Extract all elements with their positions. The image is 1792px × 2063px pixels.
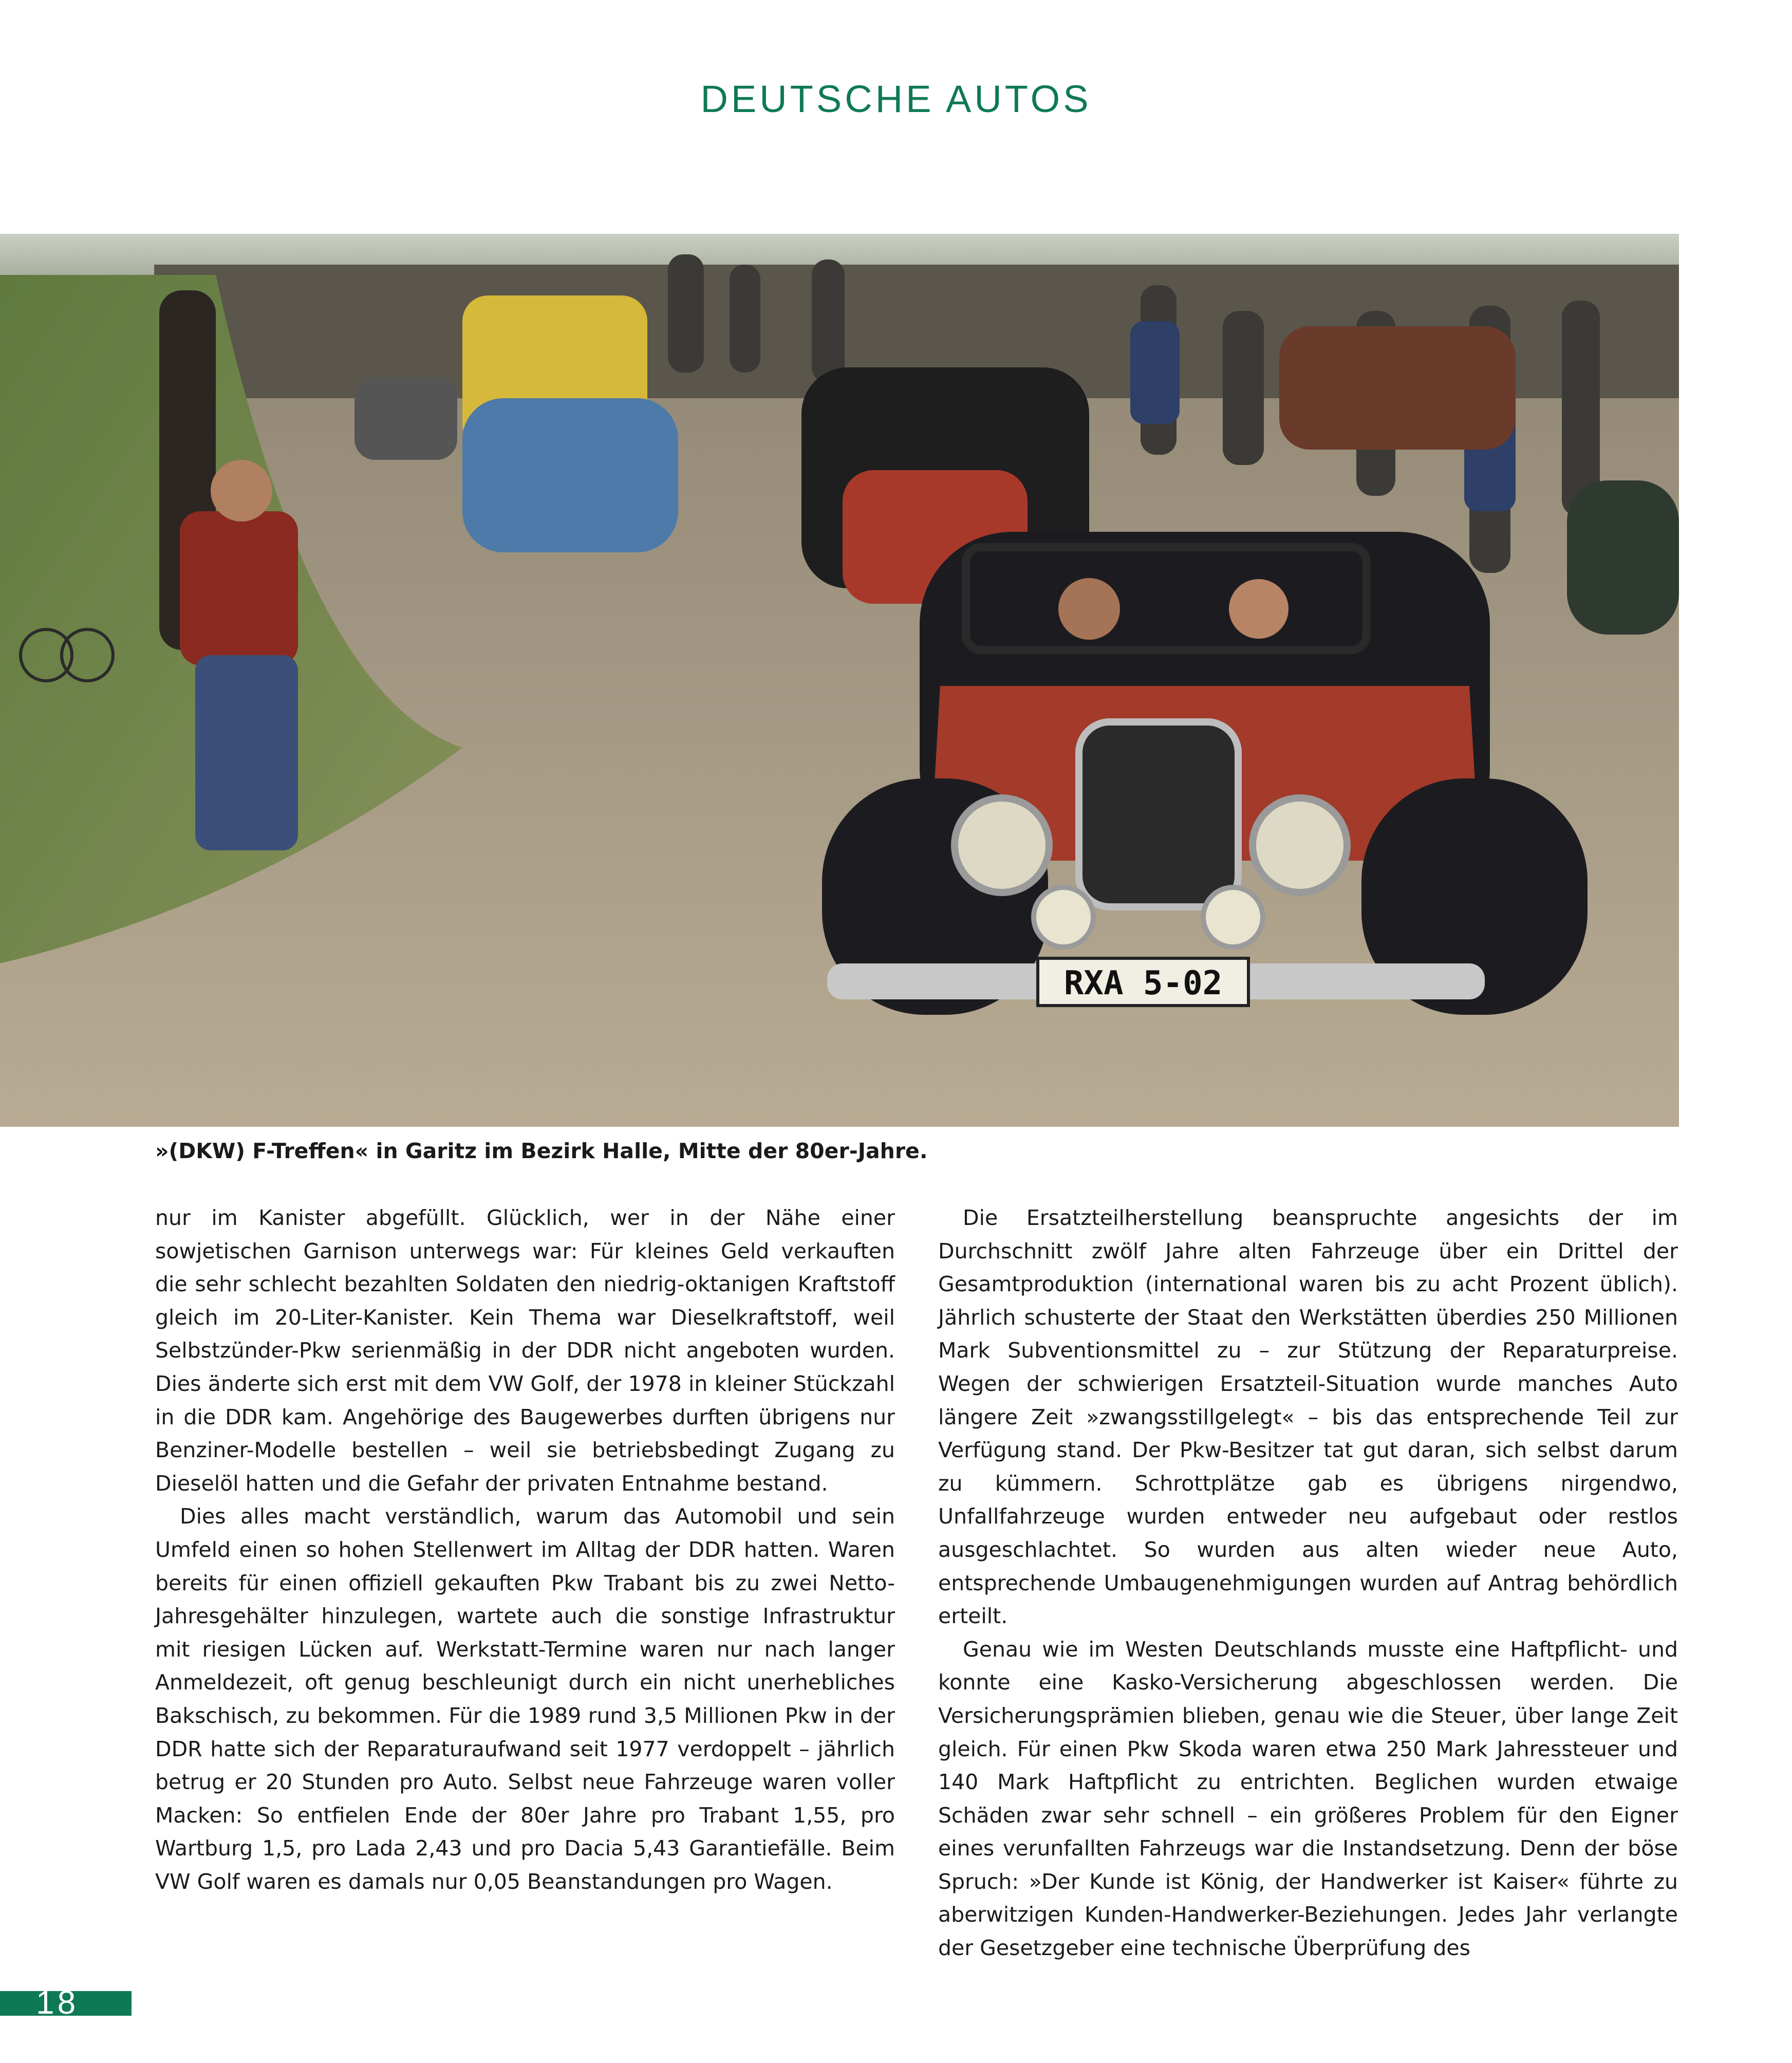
photo-illustration [0, 234, 1679, 1127]
paragraph: Genau wie im Westen Deutschlands musste eine Haftpflicht- und konnte eine Kasko-Versicherung abgeschlossen werden. Die Versicherungsprämien blieben, genau wie die Steuer, über lange Zeit gleich. Für einen Pkw Skoda waren etwa 250 Mark Jahressteuer und 140 Mark Haftpflicht zu entrichten. Beglichen wurden etwaige Schäden zwar sehr schnell – ein größeres Problem für den Eigner eines verunfallten Fahrzeugs war die Instandsetzung. Denn der böse Spruch: »Der Kunde ist König, der Handwerker ist Kaiser« führte zu aberwitzigen Kunden-Handwerker-Beziehungen. Jedes Jahr verlangte der Gesetzgeber eine technische Überprüfung des [938, 1637, 1678, 1961]
paragraph: nur im Kanister abgefüllt. Glücklich, wer in der Nähe einer sowjetischen Garnison unterwegs war: Für kleines Geld verkauften die sehr schlecht bezahlten Soldaten den niedrig-oktanigen Kraftstoff gleich im 20-Liter-Kanister. Kein Thema war Dieselkraftstoff, weil Selbstzünder-Pkw serienmäßig in der DDR nicht angeboten wurden. Dies änderte sich erst mit dem VW Golf, der 1978 in kleiner Stückzahl in die DDR kam. Angehörige des Baugewerbes durften übrigens nur Benziner-Modelle bestellen – weil sie betriebsbedingt Zugang zu Dieselöl hatten und die Gefahr der privaten Entnahme bestand. [155, 1205, 895, 1496]
photo-caption: »(DKW) F-Treffen« in Garitz im Bezirk Halle, Mitte der 80er-Jahre. [155, 1139, 928, 1163]
photo-dkw-meeting [0, 234, 1679, 1127]
license-plate-text: RXA 5-02 [1063, 964, 1223, 1002]
text-column-right [938, 1201, 1678, 1965]
paragraph: Dies alles macht verständlich, warum das Automobil und sein Umfeld einen so hohen Stellenwert im Alltag der DDR hatten. Waren bereits für einen offiziell gekauften Pkw Trabant bis zu zwei Netto-Jahresgehälter hinzulegen, wartete auch die sonstige Infrastruktur mit riesigen Lücken auf. Werkstatt-Termine waren nur nach langer Anmeldezeit, oft genug beschleunigt durch ein nicht unerhebliches Bakschisch, zu bekommen. Für die 1989 rund 3,5 Millionen Pkw in der DDR hatte sich der Reparaturaufwand seit 1977 verdoppelt – jährlich betrug er 20 Stunden pro Auto. Selbst neue Fahrzeuge waren voller Macken: So entfielen Ende der 80er Jahre pro Trabant 1,55, pro Wartburg 1,5, pro Lada 2,43 und pro Dacia 5,43 Garantiefälle. Beim VW Golf waren es damals nur 0,05 Beanstandungen pro Wagen. [155, 1504, 895, 1894]
page-number: 18 [36, 1984, 79, 2021]
text-column-left [155, 1201, 895, 1898]
paragraph: Die Ersatzteilherstellung beanspruchte angesichts der im Durchschnitt zwölf Jahre alten Fahrzeuge über ein Drittel der Gesamtproduktion (international waren bis zu acht Prozent üblich). Jährlich schusterte der Staat den Werkstätten überdies 250 Millionen Mark Subventionsmittel zu – zur Stützung der Reparaturpreise. Wegen der schwierigen Ersatzteil-Situation wurde manches Auto längere Zeit »zwangsstillgelegt« – bis das entsprechende Teil zur Verfügung stand. Der Pkw-Besitzer tat gut daran, sich selbst darum zu kümmern. Schrottplätze gab es übrigens nirgendwo, Unfallfahrzeuge wurden entweder neu aufgebaut oder restlos ausgeschlachtet. So wurden aus alten wieder neue Auto, entsprechende Umbaugenehmigungen wurden auf Antrag behördlich erteilt. [938, 1205, 1678, 1629]
running-head: DEUTSCHE AUTOS [700, 78, 1092, 120]
